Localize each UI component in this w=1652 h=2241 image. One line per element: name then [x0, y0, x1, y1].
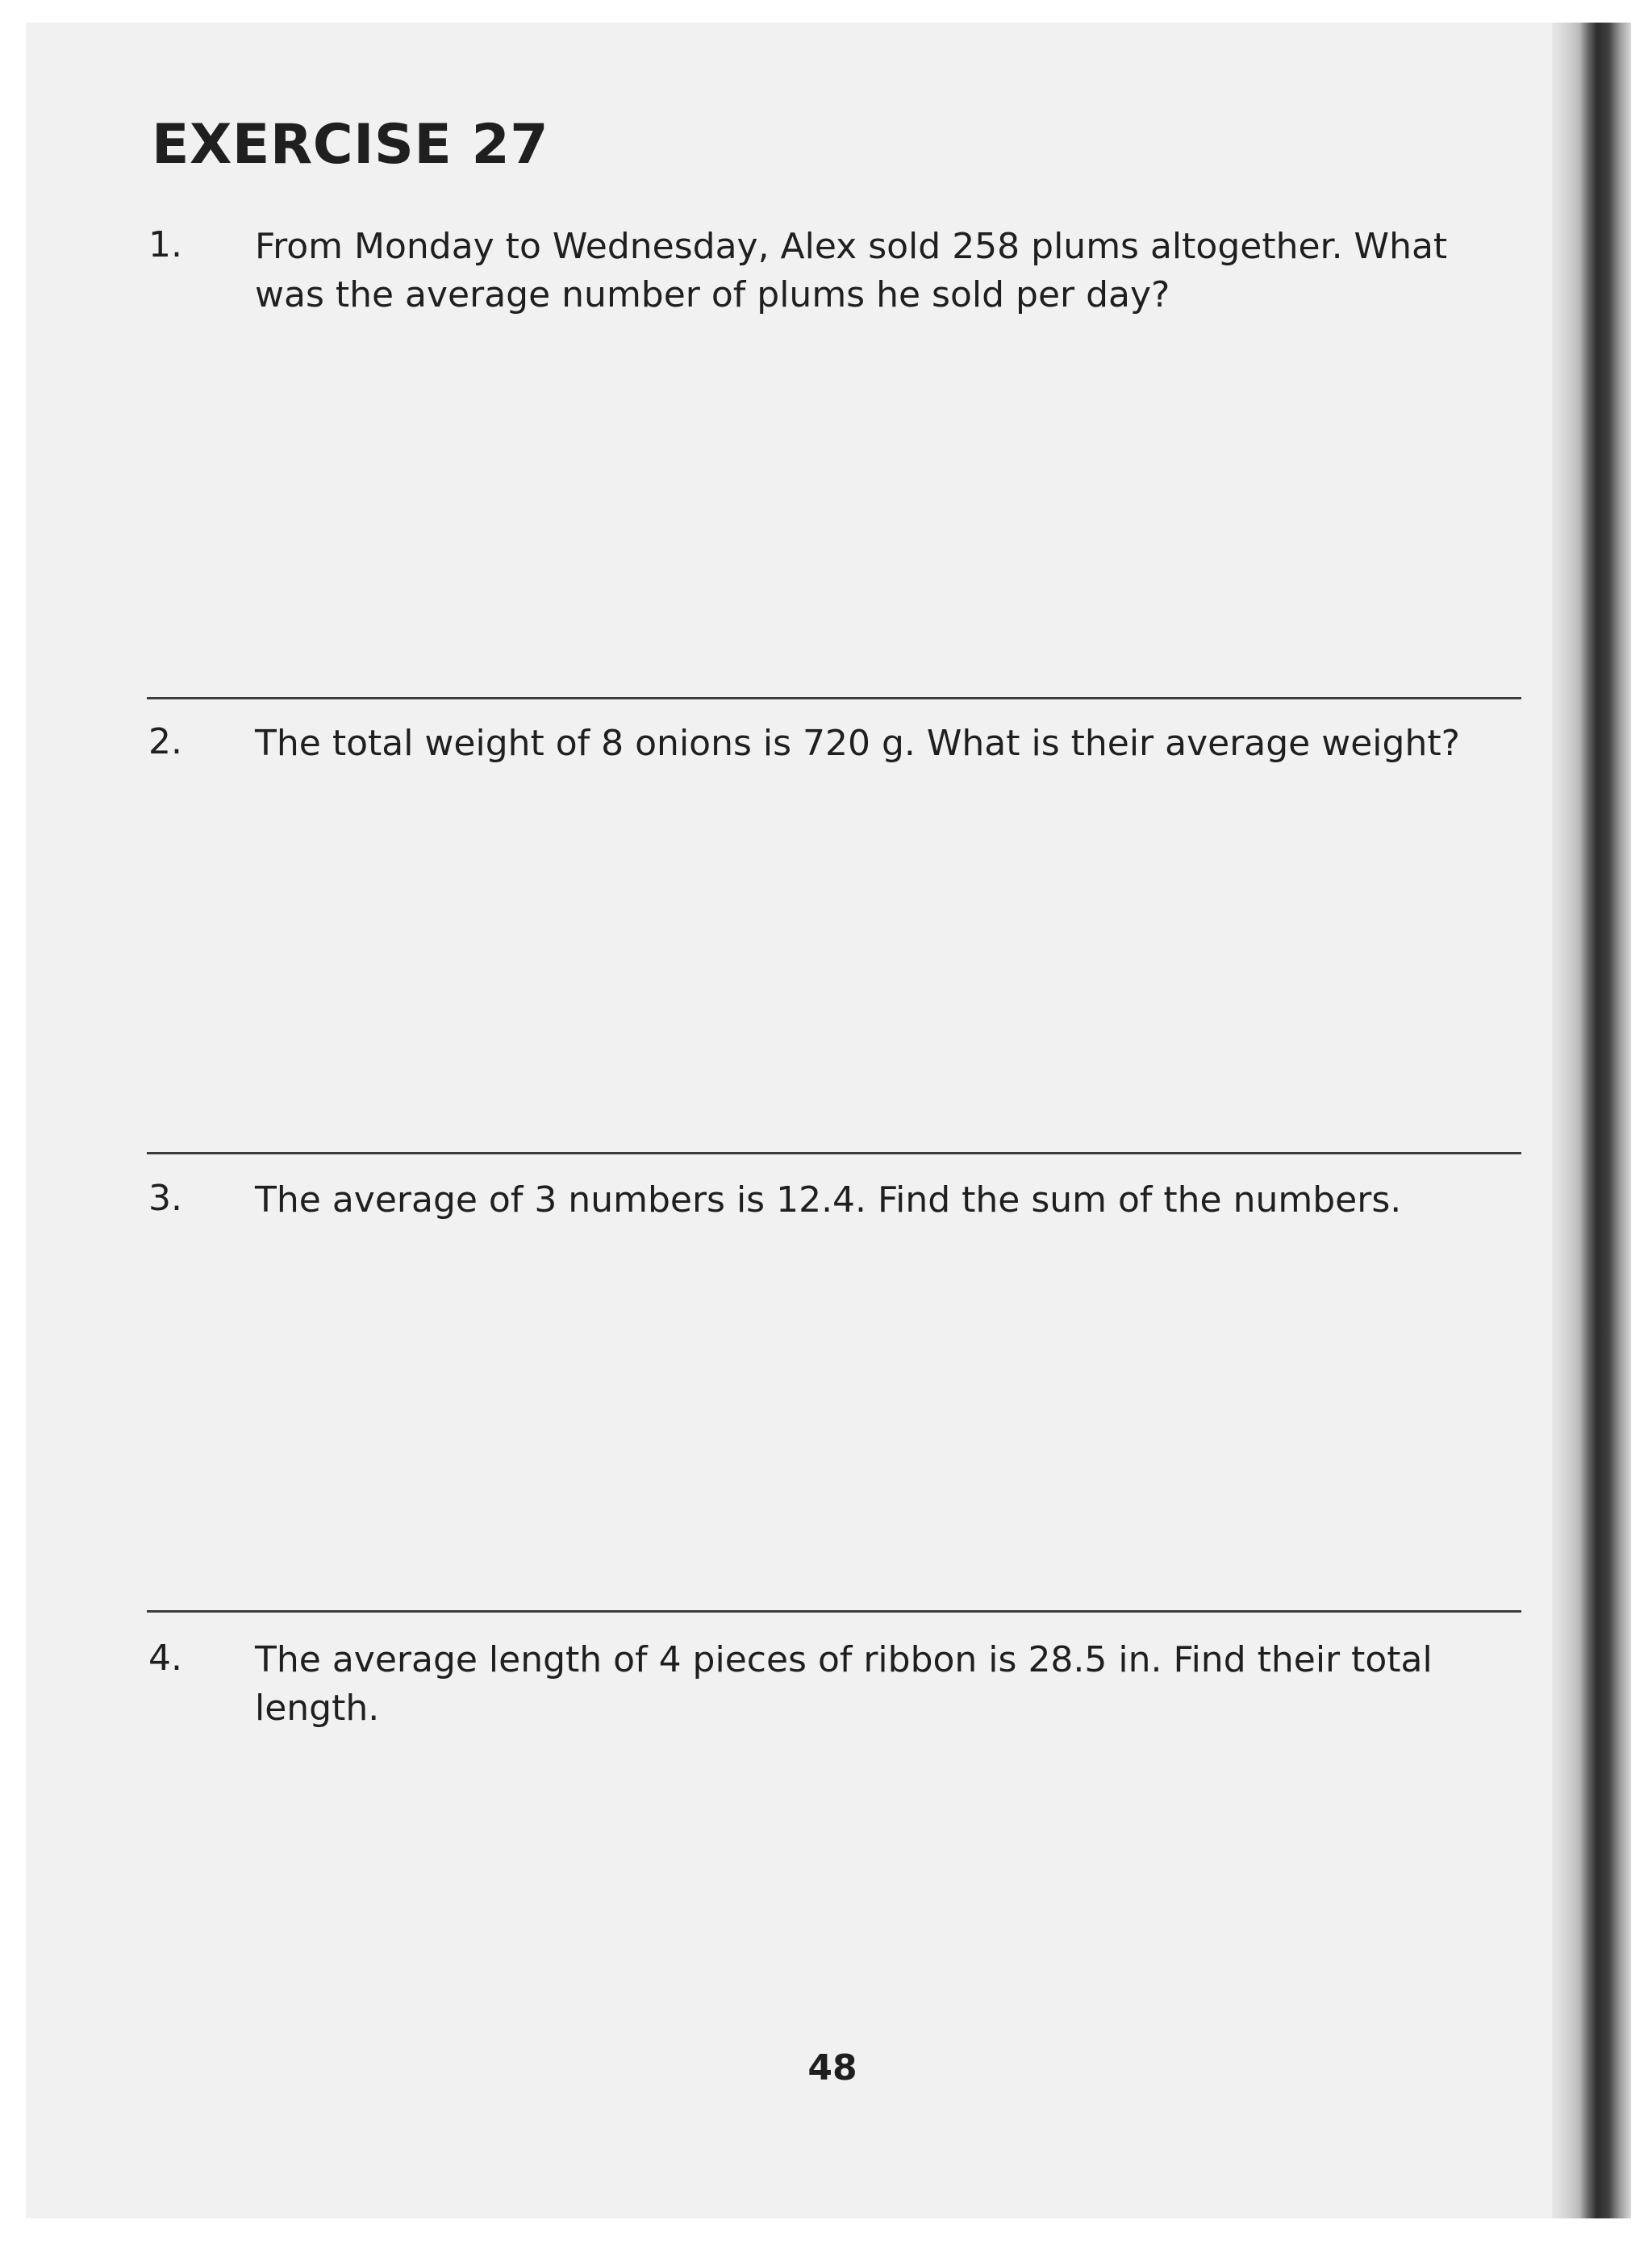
workbook-page	[26, 23, 1631, 2218]
exercise-title: EXERCISE 27	[152, 113, 549, 177]
answer-divider-2	[147, 1152, 1521, 1154]
question-3-number: 3.	[148, 1178, 182, 1219]
question-4-number: 4.	[148, 1638, 182, 1679]
question-2-number: 2.	[148, 721, 182, 762]
answer-divider-1	[147, 697, 1521, 699]
answer-divider-3	[147, 1610, 1521, 1613]
book-spine-shadow	[1552, 23, 1631, 2218]
question-1-number: 1.	[148, 224, 182, 265]
question-3-text: The average of 3 numbers is 12.4. Find the sum of the numbers.	[255, 1179, 1402, 1221]
page-number: 48	[807, 2047, 857, 2089]
question-4-text: The average length of 4 pieces of ribbon is 28.5 in. Find their total length.	[255, 1639, 1433, 1729]
question-2-text: The total weight of 8 onions is 720 g. What is their average weight?	[255, 723, 1460, 764]
question-1-text: From Monday to Wednesday, Alex sold 258 plums altogether. What was the average number of plums he sold per day?	[255, 226, 1448, 315]
